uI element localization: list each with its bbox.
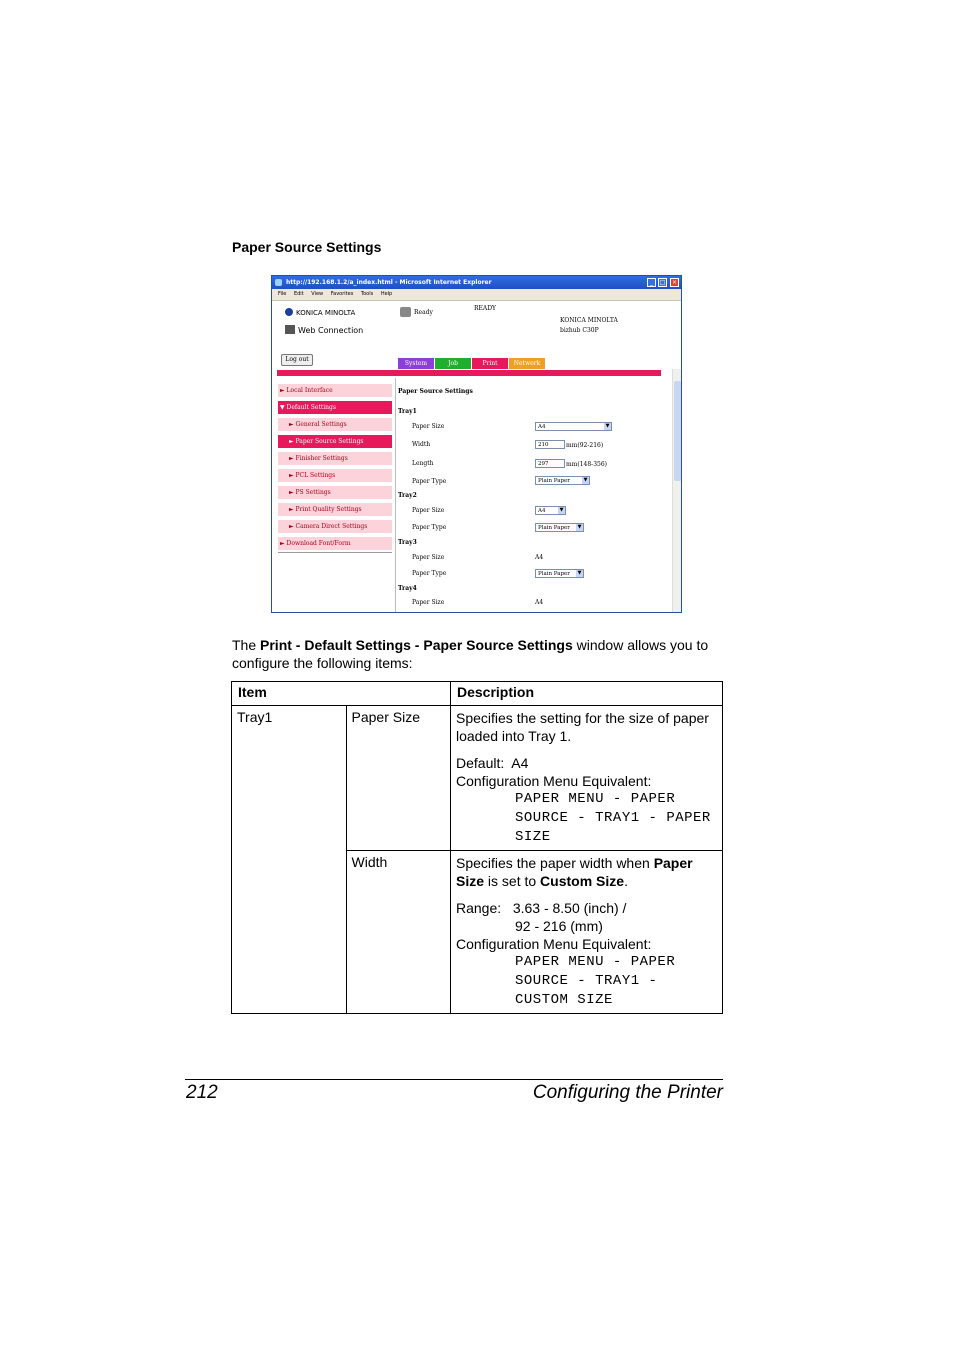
printer-model (560, 316, 618, 336)
status-label: Ready (414, 309, 433, 316)
section-heading: Paper Source Settings (232, 239, 382, 255)
header-item: Item (232, 682, 451, 706)
intro-paragraph (232, 636, 724, 672)
chevron-down-icon: ▼ (605, 423, 610, 429)
tray1-paper-size-select[interactable] (535, 422, 612, 431)
pagescope-icon (285, 325, 295, 334)
konica-globe-icon (285, 308, 293, 316)
page-number: 212 (186, 1082, 218, 1103)
row1-default: Default: A4 (456, 755, 529, 771)
row1-description (451, 706, 723, 851)
tray1-length-input[interactable]: 297 (535, 459, 565, 468)
browser-window-screenshot (271, 275, 682, 613)
tray2-paper-size-value: A4 (538, 508, 546, 514)
nav-camera-direct-settings[interactable]: ► Camera Direct Settings (278, 520, 392, 533)
nav-default-settings[interactable]: ▼ Default Settings (278, 401, 392, 414)
tray2-heading: Tray2 (398, 492, 417, 499)
row2-range-2: 92 - 216 (mm) (515, 918, 603, 934)
tab-job[interactable]: Job (435, 358, 471, 369)
menu-view[interactable]: View (311, 291, 324, 297)
menu-favorites[interactable]: Favorites (330, 291, 354, 297)
tray1-paper-size-label: Paper Size (412, 423, 445, 430)
tray4-paper-size-label: Paper Size (412, 599, 445, 606)
row2-item: Width (346, 851, 450, 1014)
tray2-paper-type-select[interactable] (535, 523, 584, 532)
row1-desc-text: Specifies the setting for the size of paper loaded into Tray 1. (456, 710, 709, 744)
logo-product-text: Web Connection (298, 326, 364, 335)
nav-local-interface[interactable]: ► Local Interface (278, 384, 392, 397)
tab-system[interactable]: System (398, 358, 434, 369)
tray1-paper-type-label: Paper Type (412, 478, 447, 485)
nav-paper-source-settings[interactable]: ► Paper Source Settings (278, 435, 392, 448)
model-brand: KONICA MINOLTA (560, 317, 618, 324)
nav-general-settings[interactable]: ► General Settings (278, 418, 392, 431)
content-title: Paper Source Settings (398, 388, 473, 395)
row2-menu-path-1: PAPER MENU - PAPER (515, 954, 676, 970)
tray3-paper-size-label: Paper Size (412, 554, 445, 561)
row2-menu-path-2: SOURCE - TRAY1 - (515, 973, 658, 989)
left-navigation (278, 384, 392, 553)
tray1-heading: Tray1 (398, 408, 417, 415)
row2-description (451, 851, 723, 1014)
settings-table (231, 681, 723, 1014)
intro-text-2: window allows you to configure the following items: (232, 637, 709, 671)
logo-brand-text: KONICA MINOLTA (296, 309, 356, 317)
tab-network[interactable]: Network (509, 358, 545, 369)
tray3-heading: Tray3 (398, 539, 417, 546)
tray1-paper-type-value: Plain Paper (538, 478, 570, 484)
tray1-paper-size-value: A4 (538, 424, 546, 430)
tray1-length-label: Length (412, 460, 434, 467)
logout-button[interactable]: Log out (281, 354, 313, 366)
minimize-icon[interactable]: _ (647, 278, 656, 287)
tray1-width-input[interactable]: 210 (535, 440, 565, 449)
row2-range-1: Range: 3.63 - 8.50 (inch) / (456, 900, 627, 916)
tray3-paper-type-label: Paper Type (412, 570, 447, 577)
tray1-width-label: Width (412, 441, 431, 448)
ie-icon (275, 279, 282, 286)
chevron-down-icon: ▼ (559, 507, 564, 513)
tray2-paper-type-value: Plain Paper (538, 525, 570, 531)
tray2-paper-type-label: Paper Type (412, 524, 447, 531)
chevron-down-icon: ▼ (577, 570, 582, 576)
tray4-heading: Tray4 (398, 585, 417, 592)
chevron-down-icon: ▼ (583, 477, 588, 483)
tray1-width-range: mm(92-216) (566, 442, 604, 449)
row1-menu-path-2: SOURCE - TRAY1 - PAPER (515, 810, 711, 826)
nav-divider (278, 552, 392, 553)
tab-underline-bar (277, 370, 661, 376)
tray1-length-range: mm(148-356) (566, 461, 607, 468)
menu-bar (272, 289, 681, 301)
nav-finisher-settings[interactable]: ► Finisher Settings (278, 452, 392, 465)
intro-text-1: The (232, 637, 261, 653)
maximize-icon[interactable]: □ (659, 279, 666, 286)
nav-pcl-settings[interactable]: ► PCL Settings (278, 469, 392, 482)
group-cell: Tray1 (232, 706, 347, 1014)
tray4-paper-size-value: A4 (535, 599, 544, 606)
row1-menu-path-1: PAPER MENU - PAPER (515, 791, 676, 807)
main-tabs (398, 358, 546, 369)
tab-print[interactable]: Print (472, 358, 508, 369)
row2-cme-label: Configuration Menu Equivalent: (456, 936, 652, 952)
content-divider (395, 378, 396, 613)
tray3-paper-type-select[interactable] (535, 569, 584, 578)
konica-minolta-logo (285, 308, 355, 317)
status-value: READY (474, 305, 497, 312)
web-connection-logo (285, 325, 363, 335)
intro-window-path: Print - Default Settings - Paper Source Settings (260, 637, 573, 653)
tray3-paper-type-value: Plain Paper (538, 571, 570, 577)
chevron-down-icon: ▼ (577, 524, 582, 530)
chapter-title: Configuring the Printer (532, 1082, 723, 1103)
model-name: bizhub C30P (560, 327, 599, 334)
menu-tools[interactable]: Tools (360, 291, 374, 297)
row2-desc-text: Specifies the paper width when Paper Size is set to Custom Size. (456, 855, 693, 889)
window-title-bar (272, 276, 681, 289)
scrollbar-thumb[interactable] (674, 381, 681, 481)
header-description: Description (451, 682, 723, 706)
menu-file[interactable]: File (278, 291, 287, 297)
printer-status-icon (400, 307, 411, 317)
tray2-paper-size-select[interactable] (535, 506, 566, 515)
vertical-scrollbar[interactable] (672, 369, 682, 612)
window-title: http://192.168.1.2/a_index.html - Microsoft Internet Explorer (286, 279, 492, 286)
tray3-paper-size-value: A4 (535, 554, 544, 561)
menu-edit[interactable]: Edit (293, 291, 304, 297)
tray1-paper-type-select[interactable] (535, 476, 590, 485)
menu-help[interactable]: Help (380, 291, 393, 297)
row1-item: Paper Size (346, 706, 450, 851)
nav-download-font-form[interactable]: ► Download Font/Form (278, 537, 392, 550)
nav-print-quality-settings[interactable]: ► Print Quality Settings (278, 503, 392, 516)
footer-rule (185, 1079, 723, 1080)
close-icon[interactable]: × (671, 279, 678, 286)
row1-cme-label: Configuration Menu Equivalent: (456, 773, 652, 789)
nav-ps-settings[interactable]: ► PS Settings (278, 486, 392, 499)
tray2-paper-size-label: Paper Size (412, 507, 445, 514)
row2-menu-path-3: CUSTOM SIZE (515, 992, 613, 1008)
row1-menu-path-3: SIZE (515, 829, 551, 845)
